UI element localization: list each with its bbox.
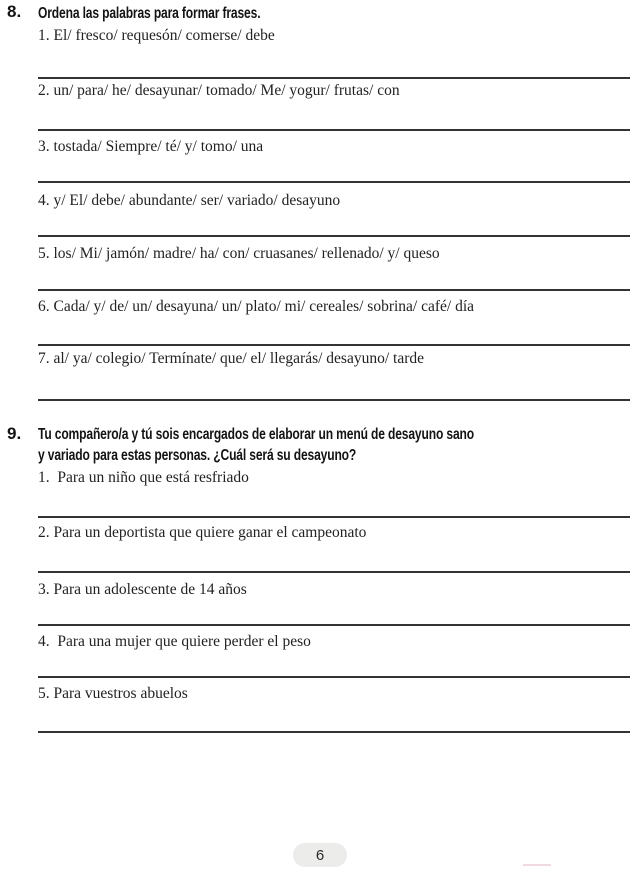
ex9-answer-line-5 [38, 731, 630, 733]
ex8-answer-line-1 [38, 77, 630, 79]
ex8-item-1: 1. El/ fresco/ requesón/ comerse/ debe [38, 27, 275, 44]
page-number: 6 [315, 846, 325, 864]
ex9-item-1: 1. Para un niño que está resfriado [38, 469, 249, 486]
ex8-answer-line-7 [38, 399, 630, 401]
ex8-item-2: 2. un/ para/ he/ desayunar/ tomado/ Me/ yogur/ frutas/ con [38, 82, 400, 99]
scan-mark [523, 864, 551, 866]
ex9-answer-line-2 [38, 571, 630, 573]
ex9-item-5: 5. Para vuestros abuelos [38, 685, 188, 702]
page-number-badge [293, 843, 347, 867]
ex9-answer-line-1 [38, 516, 630, 518]
ex9-item-4: 4. Para una mujer que quiere perder el peso [38, 633, 311, 650]
ex8-answer-line-6 [38, 344, 630, 346]
ex9-item-2: 2. Para un deportista que quiere ganar el campeonato [38, 524, 367, 541]
ex9-answer-line-4 [38, 676, 630, 678]
ex8-answer-line-3 [38, 181, 630, 183]
ex9-item-3: 3. Para un adolescente de 14 años [38, 581, 247, 598]
ex8-item-4: 4. y/ El/ debe/ abundante/ ser/ variado/ desayuno [38, 192, 341, 209]
ex8-answer-line-2 [38, 129, 630, 131]
ex8-item-7: 7. al/ ya/ colegio/ Termínate/ que/ el/ llegarás/ desayuno/ tarde [38, 350, 424, 367]
ex8-item-5: 5. los/ Mi/ jamón/ madre/ ha/ con/ cruasanes/ rellenado/ y/ queso [38, 245, 440, 262]
ex9-answer-line-3 [38, 624, 630, 626]
exercise-8-number: 8. [7, 2, 22, 21]
ex8-item-6: 6. Cada/ y/ de/ un/ desayuna/ un/ plato/ mi/ cereales/ sobrina/ café/ día [38, 298, 475, 315]
exercise-9-title-line-2: y variado para estas personas. ¿Cuál será su desayuno? [38, 447, 357, 464]
ex8-answer-line-4 [38, 235, 630, 237]
exercise-9-title-line-1: Tu compañero/a y tú sois encargados de elaborar un menú de desayuno sano [38, 426, 474, 443]
ex8-answer-line-5 [38, 289, 630, 291]
exercise-8-title: Ordena las palabras para formar frases. [38, 5, 261, 22]
exercise-9-number: 9. [7, 424, 22, 443]
ex8-item-3: 3. tostada/ Siempre/ té/ y/ tomo/ una [38, 138, 264, 155]
